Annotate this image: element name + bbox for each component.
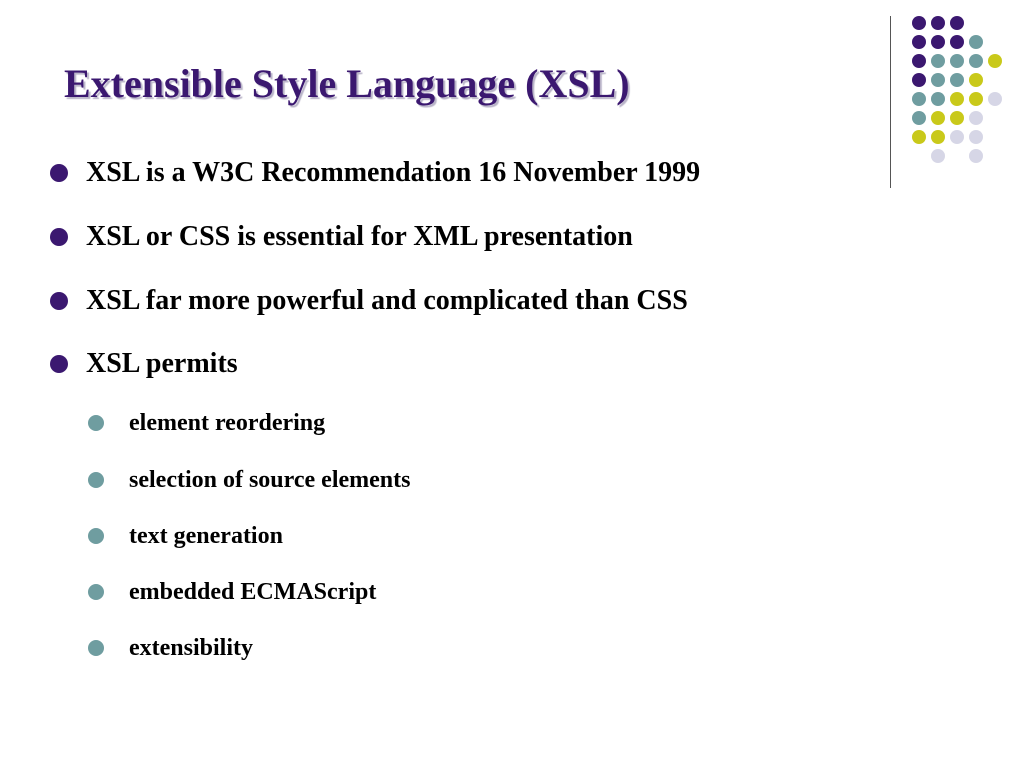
sub-bullet-dot-icon: [88, 528, 104, 544]
bullet-dot-icon: [50, 292, 68, 310]
bullet-dot-icon: [50, 228, 68, 246]
sub-bullet-text: selection of source elements: [129, 467, 411, 493]
slide-title: Extensible Style Language (XSL): [64, 61, 630, 106]
sub-bullet-text: extensibility: [129, 635, 253, 661]
bullet-dot-icon: [50, 164, 68, 182]
sub-bullet-dot-icon: [88, 584, 104, 600]
bullet-text: XSL or CSS is essential for XML presentation: [86, 221, 633, 252]
bullet-dot-icon: [50, 355, 68, 373]
sub-bullet-text: element reordering: [129, 410, 326, 436]
sub-bullet-dot-icon: [88, 640, 104, 656]
bullet-text: XSL permits: [86, 348, 238, 379]
sub-bullet-dot-icon: [88, 472, 104, 488]
bullet-text: XSL far more powerful and complicated than CSS: [86, 285, 688, 316]
sub-bullet-text: embedded ECMAScript: [129, 579, 377, 605]
bullet-text: XSL is a W3C Recommendation 16 November 1999: [86, 157, 701, 188]
sub-bullet-dot-icon: [88, 415, 104, 431]
sub-bullet-text: text generation: [129, 523, 283, 549]
